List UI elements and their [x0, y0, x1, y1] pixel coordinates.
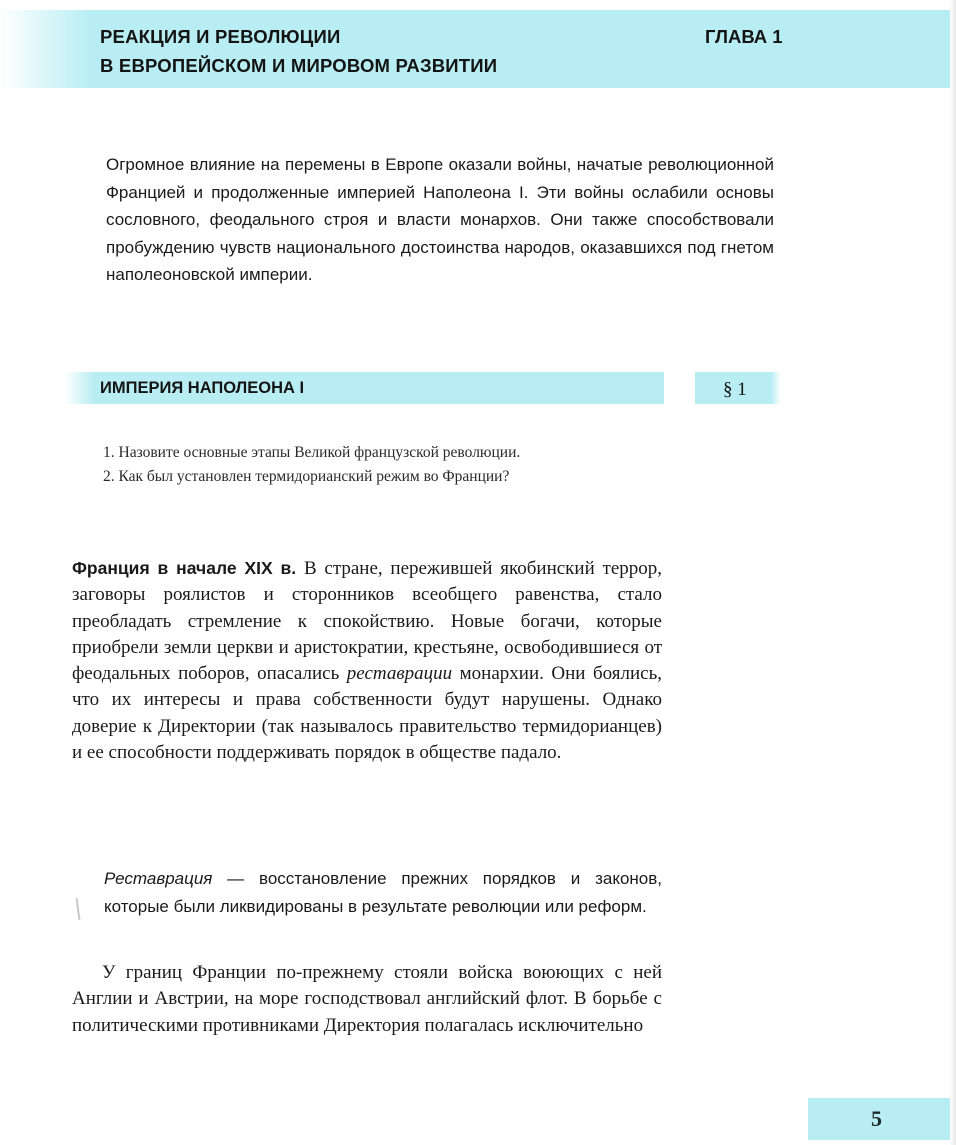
definition-text: — восстановление прежних порядков и законов, которые были ликвидированы в результате революции или реформ. — [104, 869, 662, 916]
chapter-intro-paragraph: Огромное влияние на перемены в Европе оказали войны, начатые революционной Францией и продолженные империей Наполеона I. Эти войны ослабили основы сословного, феодального строя и власти монархов. Они также способствовали пробуждению чувств национального достоинства народов, оказавшихся под гнетом наполеоновской империи. — [106, 155, 774, 284]
chapter-title — [100, 22, 497, 80]
definition-box — [104, 865, 662, 920]
continued-paragraph: У границ Франции по-прежнему стояли войска воюющих с ней Англии и Австрии, на море господствовал английский флот. В борьбе с политическими противниками Директория полагалась исключительно — [72, 962, 662, 1036]
main-paragraph — [72, 555, 662, 766]
subheading-france-early-19th: Франция в начале XIX в. — [72, 558, 297, 578]
margin-pencil-mark — [75, 898, 80, 920]
section-number: § 1 — [723, 379, 747, 400]
chapter-title-line-2: В ЕВРОПЕЙСКОМ И МИРОВОМ РАЗВИТИИ — [100, 55, 498, 76]
definition-term: Реставрация — [104, 869, 213, 888]
page-edge-shadow — [950, 0, 956, 1145]
review-question-1: 1. Назовите основные этапы Великой французской революции. — [103, 444, 521, 461]
main-text-part-1: В стране, пережившей якобинский террор, заговоры роялистов и сторонников всеобщего равенства, стало преобладать стремление к спокойствию. Новые богачи, которые приобрели земли церкви и аристократии, крестьяне, освободившиеся от феодальных поборов, опасались — [72, 558, 662, 685]
chapter-title-line-1: РЕАКЦИЯ И РЕВОЛЮЦИИ — [100, 26, 341, 47]
page-number: 5 — [871, 1106, 882, 1131]
term-restoration: реставрации — [346, 663, 453, 685]
section-title: ИМПЕРИЯ НАПОЛЕОНА I — [100, 379, 305, 397]
review-questions — [103, 441, 661, 488]
main-text-part-2: монархии. Они боялись, что их интересы и права собственности будут нарушены. Однако доверие к Директории (так называлось правительство термидорианцев) и ее способности поддерживать порядок в обществе падало. — [72, 663, 663, 764]
page-number-band — [808, 1098, 956, 1140]
review-question-2: 2. Как был установлен термидорианский режим во Франции? — [103, 467, 510, 485]
chapter-label: ГЛАВА 1 — [705, 26, 783, 47]
